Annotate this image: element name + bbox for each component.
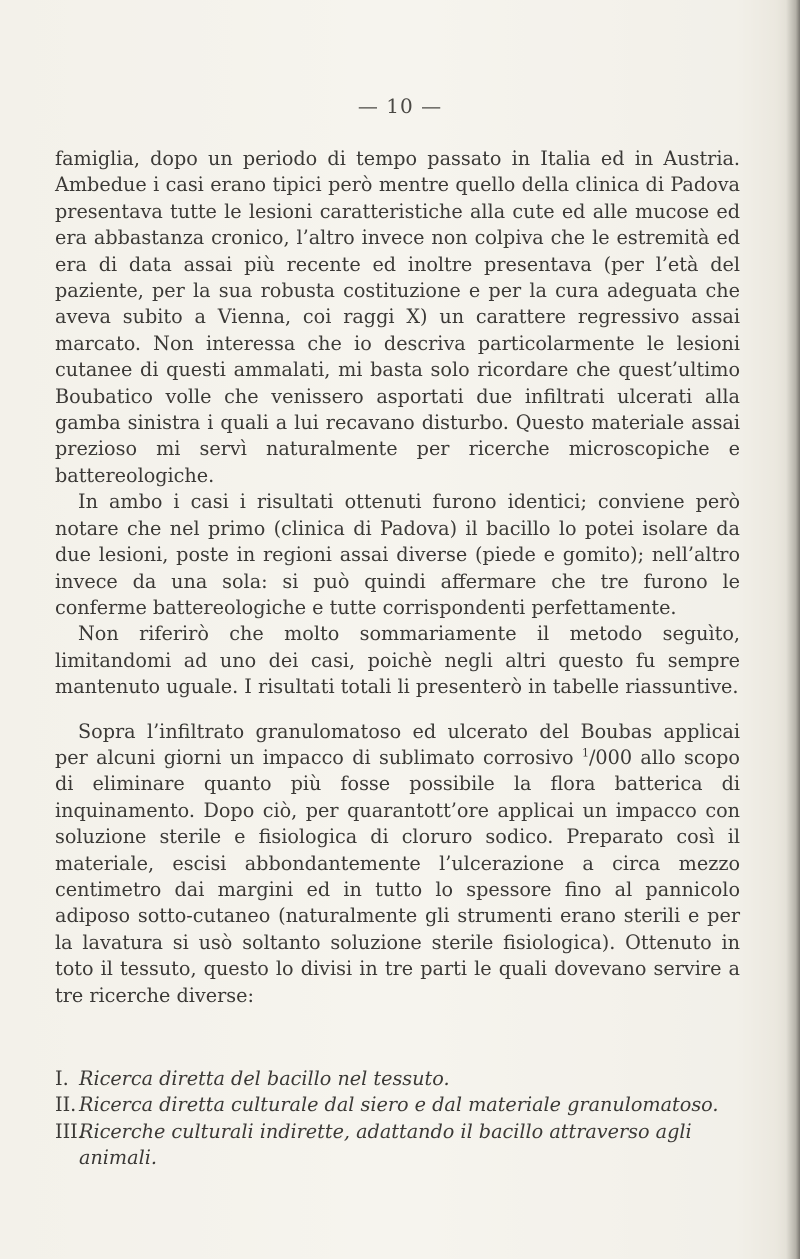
procedure-text-end: allo scopo di eliminare quanto più fosse possibile la flora batterica di inquinamento. Dopo ciò, per quarantott’ore applicai un impacco con soluzione sterile e fisiologica di cloruro sodico. Preparato così il materiale, escisi abbondantemente l’ulcerazione a circa mezzo centimetro dai margini ed in tutto lo spessore fino al pannicolo adiposo sotto-cutaneo (naturalmente gli strumenti erano sterili e per la lavatura si usò soltanto soluzione sterile fisiologica). Ottenuto in toto il tessuto, questo lo divisi in tre parti le quali dovevano servire a tre ricerche diverse: (55, 745, 740, 1007)
procedure-text-start: Sopra l’infiltrato granulomatoso ed ulcerato del Boubas applicai per alcuni giorni un impacco di sublimato corrosivo (55, 719, 740, 769)
list-text: Ricerca diretta del bacillo nel tessuto. (79, 1067, 450, 1090)
list-text: Ricerca diretta culturale dal siero e dal materiale granulomatoso. (79, 1093, 719, 1117)
list-item (55, 1066, 740, 1092)
list-text: Ricerche culturali indirette, adattando il bacillo attraverso agli animali. (79, 1119, 692, 1170)
paragraph-procedure (55, 719, 740, 1009)
paragraph-method: Non riferirò che molto sommariamente il metodo seguìto, limitandomi ad uno dei casi, poichè negli altri questo fu sempre mantenuto uguale. I risultati totali li presenterò in tabelle riassuntive. (55, 622, 740, 699)
list-item (55, 1119, 740, 1172)
list-item (55, 1092, 740, 1118)
list-number: I. (55, 1067, 69, 1090)
paragraph-results: In ambo i casi i risultati ottenuti furono identici; conviene però notare che nel primo (clinica di Padova) il bacillo lo potei isolare da due lesioni, poste in regioni assai diverse (piede e gomito); nell’altro invece da una sola: si può quindi affermare che tre furono le conferme battereologiche e tutte corrispondenti perfettamente. (55, 490, 740, 619)
list-number: II. (55, 1093, 77, 1117)
page-edge-shadow (786, 0, 800, 1259)
page-number: — 10 — (357, 94, 443, 118)
fraction-numerator: 1 (581, 746, 589, 760)
research-list (55, 1066, 740, 1172)
body-text (55, 146, 740, 1009)
fraction-denominator: /000 (588, 745, 633, 769)
paragraph-continuation: famiglia, dopo un periodo di tempo passato in Italia ed in Austria. Ambedue i casi erano tipici però mentre quello della clinica di Padova presentava tutte le lesioni caratteristiche alla cute ed alle mucose ed era abbastanza cronico, l’altro invece non colpiva che le estremità ed era di data assai più recente ed inoltre presentava (per l’età del paziente, per la sua robusta costituzione e per la cura adeguata che aveva subito a Vienna, coi raggi X) un carattere regressivo assai marcato. Non interessa che io descriva particolarmente le lesioni cutanee di questi ammalati, mi basta solo ricordare che quest’ultimo Boubatico volle che venissero asportati due infiltrati ulcerati alla gamba sinistra i quali a lui recavano disturbo. Questo materiale assai prezioso mi servì naturalmente per ricerche microscopiche e battereologiche. (55, 147, 740, 487)
list-number: III. (55, 1119, 84, 1143)
